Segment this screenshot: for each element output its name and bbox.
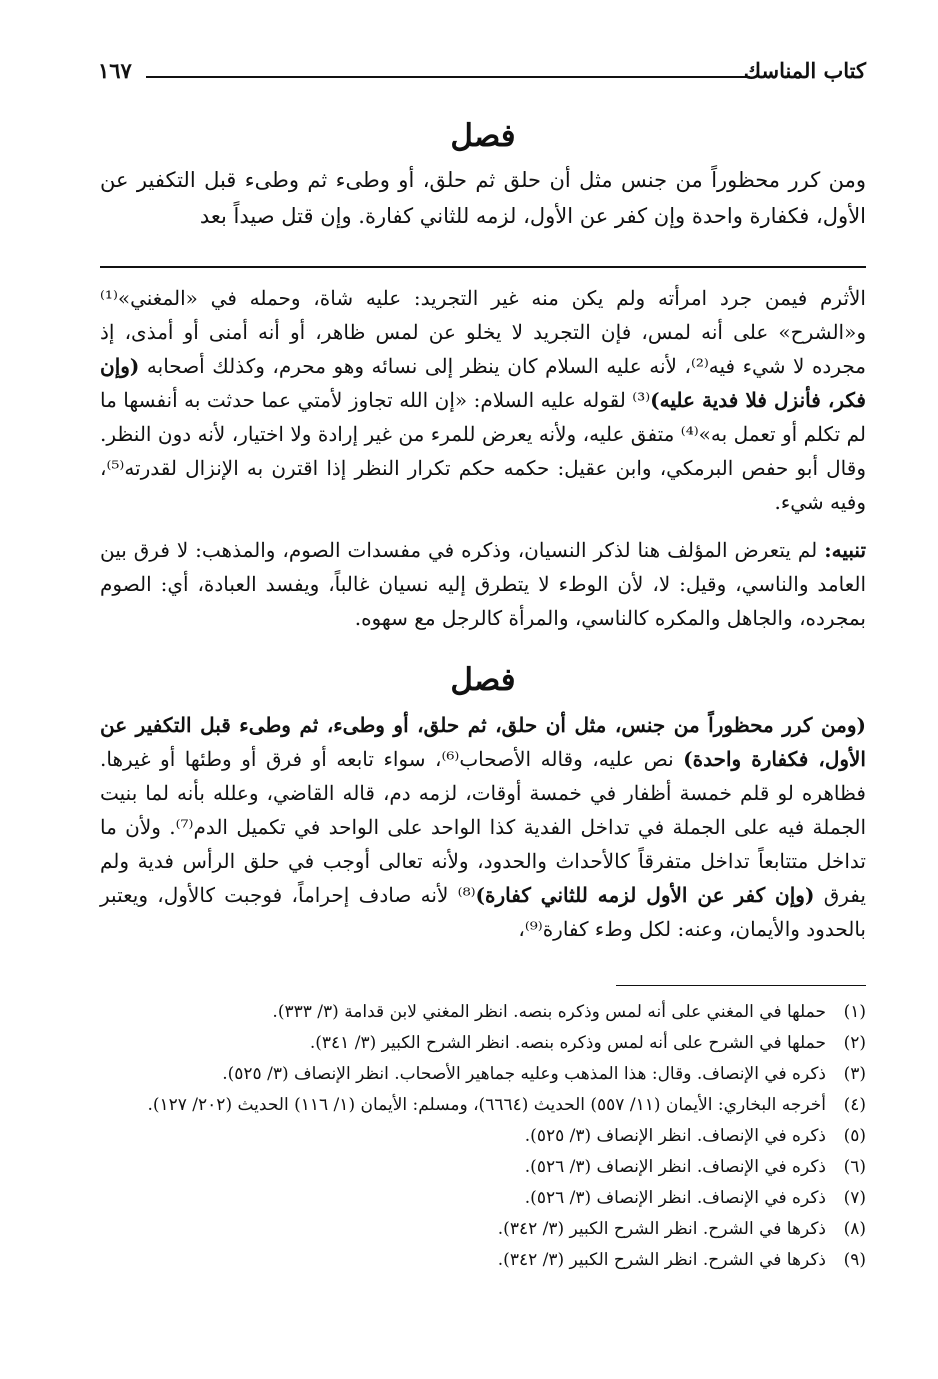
running-header xyxy=(98,58,866,88)
footnote xyxy=(100,1214,866,1245)
section-text-1: نص عليه، وقاله الأصحاب⁽⁶⁾، سواء تابعه أو فرق أو وطئها أو غيرها. فظاهره لو قلم خمسة أظفار في خمسة أوقات، لزمه دم، قاله القاضي، وعلله بأنه لما بنيت الجملة فيه على الجملة في تداخل الفدية كذا الواحد على الواحد في تكميل الدم⁽⁷⁾. ولأن ما تداخل متتابعاً تداخل متفرقاً كالأحداث والحدود، ولأنه تعالى أوجب في حلق الرأس فدية ولم يفرق xyxy=(100,747,867,907)
footnote-text: أخرجه البخاري: الأيمان (١١/ ٥٥٧) الحديث (٦٦٦٤)، ومسلم: الأيمان (١/ ١١٦) الحديث (٢٠٢/ ١٢٧). xyxy=(147,1095,826,1115)
commentary-text-rest: ⁽³⁾ لقوله عليه السلام: «إن الله تجاوز لأمتي عما حدثت به أنفسها ما لم تكلم أو تعمل به»⁽⁴⁾ متفق عليه، ولأنه يعرض للمرء من غير إرادة ولا اختيار، لأنه دون النظر. وقال أبو حفص البرمكي، وابن عقيل: حكمه حكم تكرار النظر إذا اقترن به الإنزال لقدرته⁽⁵⁾، وفيه شيء. xyxy=(100,388,866,514)
book-title: كتاب المناسك xyxy=(743,58,866,83)
section-quote-bold-1: (ومن كرر محظوراً من جنس، مثل أن حلق، ثم حلق، أو وطىء، ثم وطىء قبل التكفير عن الأول، فكفارة واحدة) xyxy=(100,713,866,771)
note-text: لم يتعرض المؤلف هنا لذكر النسيان، وذكره في مفسدات الصوم، والمذهب: لا فرق بين العامد والناسي، وقيل: لا، لأن الوطء لا يتطرق إليه نسيان غالباً، ويفسد العبادة، أي: الصوم بمجرده، والجاهل والمكره كالناسي، والمرأة كالرجل مع سهوه. xyxy=(100,538,866,630)
footnote-text: ذكره في الإنصاف. انظر الإنصاف (٣/ ٥٢٦). xyxy=(524,1157,826,1177)
footnote-text: ذكرها في الشرح. انظر الشرح الكبير (٣/ ٣٤٢). xyxy=(497,1219,826,1239)
footnote-number: (٢) xyxy=(843,1033,866,1053)
section-paragraph xyxy=(100,708,866,946)
footnote xyxy=(100,997,866,1028)
commentary-section xyxy=(100,662,866,946)
matn-section xyxy=(100,118,866,234)
footnote-text: ذكره في الإنصاف. وقال: هذا المذهب وعليه جماهير الأصحاب. انظر الإنصاف (٣/ ٥٢٥). xyxy=(222,1064,826,1084)
footnote xyxy=(100,1245,866,1276)
footnote-text: ذكره في الإنصاف. انظر الإنصاف (٣/ ٥٢٥). xyxy=(524,1126,826,1146)
footnote xyxy=(100,1121,866,1152)
footnote-text: حملها في الشرح على أنه لمس وذكره بنصه. انظر الشرح الكبير (٣/ ٣٤١). xyxy=(309,1033,826,1053)
footnote xyxy=(100,1090,866,1121)
footnote xyxy=(100,1059,866,1090)
footnote-text: حملها في المغني على أنه لمس وذكره بنصه. انظر المغني لابن قدامة (٣/ ٣٣٣). xyxy=(272,1002,826,1022)
footnote-number: (٦) xyxy=(843,1157,866,1177)
matn-text: ومن كرر محظوراً من جنس مثل أن حلق ثم حلق، أو وطىء ثم وطىء قبل التكفير عن الأول، فكفارة واحدة وإن كفر عن الأول، لزمه للثاني كفارة. وإن قتل صيداً بعد xyxy=(100,168,866,228)
footnote-text: ذكره في الإنصاف. انظر الإنصاف (٣/ ٥٢٦). xyxy=(524,1188,826,1208)
matn-heading: فصل xyxy=(450,118,516,154)
section-quote-bold-2: (وإن كفر عن الأول لزمه للثاني كفارة) xyxy=(475,883,815,907)
matn-separator xyxy=(100,266,866,268)
footnote-number: (٣) xyxy=(843,1064,866,1084)
section-heading: فصل xyxy=(450,662,516,698)
note-paragraph xyxy=(100,533,866,635)
footnote-number: (٥) xyxy=(843,1126,866,1146)
footnote-number: (٨) xyxy=(843,1219,866,1239)
section-text-2: ⁽⁸⁾ لأنه صادف إحراماً، فوجبت كالأول، ويعتبر بالحدود والأيمان، وعنه: لكل وطء كفارة⁽⁹⁾، xyxy=(100,883,866,941)
commentary-top xyxy=(100,281,866,635)
footnote xyxy=(100,1028,866,1059)
footnote xyxy=(100,1183,866,1214)
note-label: تنبيه: xyxy=(824,538,867,562)
footnote-number: (٩) xyxy=(843,1250,866,1270)
commentary-quote-bold: (وإن فكر، فأنزل فلا فدية عليه) xyxy=(100,354,866,412)
footnote-number: (٧) xyxy=(843,1188,866,1208)
commentary-text: الأثرم فيمن جرد امرأته ولم يكن منه غير التجريد: عليه شاة، وحمله في «المغني»⁽¹⁾ و«الشرح» على أنه لمس، فإن التجريد لا يخلو عن لمس ظاهر، أو أنه أمنى أو أمذى، إذ مجرده لا شيء فيه⁽²⁾، لأنه عليه السلام كان ينظر إلى نسائه وهو محرم، وكذلك أصحابه xyxy=(100,286,866,378)
footnote-separator xyxy=(616,985,866,986)
footnotes xyxy=(100,997,866,1276)
footnote xyxy=(100,1152,866,1183)
page-number: ١٦٧ xyxy=(98,58,132,83)
footnote-number: (٤) xyxy=(843,1095,866,1115)
footnote-number: (١) xyxy=(843,1002,866,1022)
header-rule xyxy=(146,76,750,78)
commentary-paragraph xyxy=(100,281,866,519)
footnote-text: ذكرها في الشرح. انظر الشرح الكبير (٣/ ٣٤٢). xyxy=(497,1250,826,1270)
